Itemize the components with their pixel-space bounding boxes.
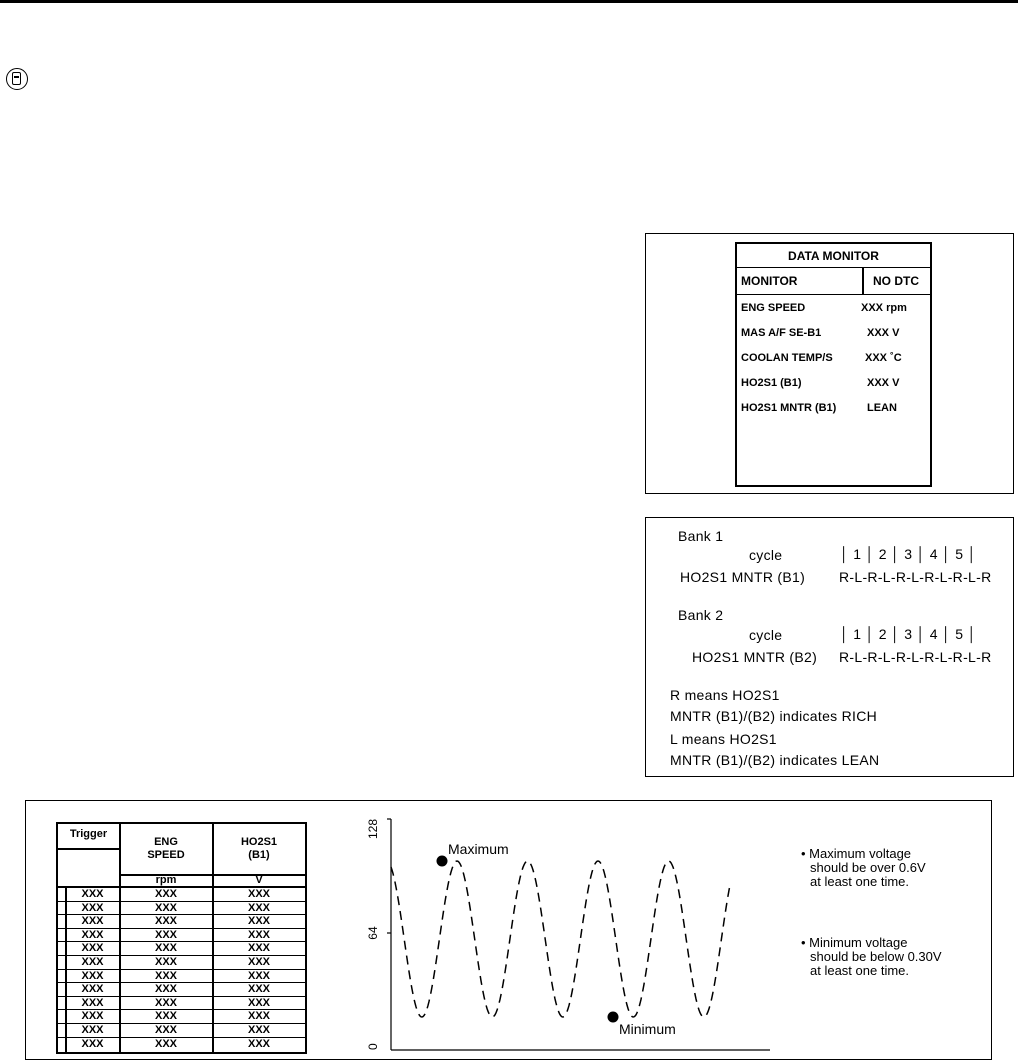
freeze-table-cell: XXX	[154, 969, 177, 982]
freeze-table-cell: XXX	[154, 1037, 177, 1050]
y-tick-128: 128	[366, 819, 380, 840]
freeze-table-cell: XXX	[81, 956, 104, 968]
monitor-item-value: XXX rpm	[861, 302, 907, 314]
freeze-table-row	[58, 997, 305, 1010]
max-note-line2: should be over 0.6V	[810, 860, 926, 875]
freeze-table-cell: XXX	[247, 956, 270, 968]
monitor-item-name: COOLAN TEMP/S	[741, 352, 833, 364]
freeze-table-row	[58, 1038, 305, 1051]
lean-definition-line2: MNTR (B1)/(B2) indicates LEAN	[670, 752, 880, 768]
freeze-table-cell: XXX	[154, 996, 177, 1009]
no-dtc-label: NO DTC	[873, 274, 919, 288]
freeze-table-row	[58, 915, 305, 928]
bank1-item: HO2S1 MNTR (B1)	[680, 569, 806, 585]
monitor-item-value: XXX ˚C	[865, 352, 902, 364]
monitor-row	[741, 402, 931, 418]
freeze-table-cell: XXX	[81, 1010, 104, 1023]
freeze-table-cell: XXX	[247, 928, 270, 941]
data-monitor-header	[737, 268, 930, 295]
rich-definition-line2: MNTR (B1)/(B2) indicates RICH	[670, 708, 878, 724]
bank-cycle-panel	[645, 517, 1014, 777]
monitor-row	[741, 302, 931, 318]
data-monitor-title: DATA MONITOR	[737, 244, 930, 268]
rich-definition-line1: R means HO2S1	[670, 687, 780, 703]
data-monitor-screen	[735, 242, 932, 487]
freeze-table-cell: XXX	[247, 1037, 270, 1050]
freeze-table-cell: XXX	[247, 901, 270, 914]
bank1-cycle-numbers: │ 1 │ 2 │ 3 │ 4 │ 5 │	[840, 546, 977, 562]
bank2-sequence: R-L-R-L-R-L-R-L-R-L-R	[839, 649, 992, 665]
maximum-point	[437, 856, 448, 867]
freeze-table-cell: XXX	[154, 1024, 177, 1036]
min-note-line2: should be below 0.30V	[810, 949, 942, 964]
trigger-header: Trigger	[69, 828, 108, 840]
bank2-item: HO2S1 MNTR (B2)	[692, 649, 818, 665]
monitor-row	[741, 377, 931, 393]
freeze-table-cell: XXX	[154, 928, 177, 941]
monitor-item-value: XXX V	[867, 377, 900, 389]
y-tick-0: 0	[366, 1043, 380, 1050]
freeze-table-cell: XXX	[154, 1010, 177, 1023]
bank1-cycle-label: cycle	[749, 547, 783, 563]
freeze-table-cell: XXX	[81, 915, 104, 928]
maximum-label: Maximum	[448, 841, 509, 857]
monitor-item-value: LEAN	[867, 402, 897, 414]
monitor-item-value: XXX V	[867, 327, 900, 339]
freeze-table-cell: XXX	[81, 901, 104, 914]
freeze-table-cell: XXX	[247, 983, 270, 996]
eng-speed-header-line1: ENG	[154, 836, 178, 848]
freeze-table-cell: XXX	[247, 1024, 270, 1036]
freeze-frame-table	[56, 822, 307, 1054]
freeze-table-row	[58, 1010, 305, 1023]
freeze-table-cell: XXX	[247, 942, 270, 955]
ho2s1-header-line2: (B1)	[248, 849, 270, 861]
freeze-table-cell: XXX	[81, 942, 104, 955]
freeze-table-cell: XXX	[154, 942, 177, 955]
freeze-table-cell: XXX	[154, 956, 177, 968]
monitor-item-name: MAS A/F SE-B1	[741, 327, 822, 339]
freeze-table-cell: XXX	[154, 901, 177, 914]
monitor-header-label: MONITOR	[741, 274, 798, 288]
eng-speed-header-line2: SPEED	[147, 849, 185, 861]
consult-mode-icon	[6, 68, 28, 90]
freeze-table-cell: XXX	[247, 1010, 270, 1023]
lean-definition-line1: L means HO2S1	[670, 731, 777, 747]
monitor-row	[741, 352, 931, 368]
freeze-table-cell: XXX	[154, 983, 177, 996]
top-rule	[0, 0, 1018, 3]
minimum-label: Minimum	[619, 1021, 676, 1037]
min-note-line3: at least one time.	[810, 963, 909, 978]
freeze-table-row	[58, 888, 305, 901]
max-note-line1: • Maximum voltage	[801, 846, 912, 861]
volt-unit: V	[255, 874, 263, 886]
bank1-label: Bank 1	[678, 528, 724, 544]
freeze-table-cell: XXX	[247, 915, 270, 928]
freeze-table-cell: XXX	[247, 888, 270, 900]
freeze-table-cell: XXX	[154, 915, 177, 928]
y-tick-64: 64	[366, 926, 380, 940]
max-voltage-note	[801, 847, 926, 889]
bank1-sequence: R-L-R-L-R-L-R-L-R-L-R	[839, 569, 992, 585]
freeze-table-cell: XXX	[247, 969, 270, 982]
freeze-table-row	[58, 970, 305, 983]
freeze-table-row	[58, 929, 305, 942]
freeze-table-row	[58, 942, 305, 955]
freeze-table-cell: XXX	[81, 1024, 104, 1036]
freeze-table-cell: XXX	[81, 1037, 104, 1050]
freeze-table-cell: XXX	[81, 928, 104, 941]
freeze-table-row	[58, 1024, 305, 1037]
freeze-table-cell: XXX	[154, 888, 177, 900]
bank2-cycle-numbers: │ 1 │ 2 │ 3 │ 4 │ 5 │	[840, 626, 977, 642]
monitor-item-name: HO2S1 MNTR (B1)	[741, 402, 837, 414]
freeze-table-cell: XXX	[81, 969, 104, 982]
rpm-unit: rpm	[155, 874, 177, 886]
monitor-item-name: ENG SPEED	[741, 302, 806, 314]
ho2s1-waveform-graph	[355, 805, 775, 1055]
minimum-point	[608, 1012, 619, 1023]
ho2s1-header-line1: HO2S1	[240, 836, 278, 848]
bank2-label: Bank 2	[678, 607, 724, 623]
freeze-table-row	[58, 902, 305, 915]
monitor-item-name: HO2S1 (B1)	[741, 377, 802, 389]
min-note-line1: • Minimum voltage	[801, 935, 908, 950]
freeze-table-row	[58, 956, 305, 969]
freeze-table-cell: XXX	[81, 996, 104, 1009]
monitor-row	[741, 327, 931, 343]
min-voltage-note	[801, 936, 942, 978]
voltage-waveform	[391, 861, 730, 1017]
freeze-table-cell: XXX	[81, 888, 104, 900]
freeze-table-cell: XXX	[81, 983, 104, 996]
bank2-cycle-label: cycle	[749, 627, 783, 643]
freeze-table-cell: XXX	[247, 996, 270, 1009]
max-note-line3: at least one time.	[810, 874, 909, 889]
freeze-table-row	[58, 983, 305, 996]
